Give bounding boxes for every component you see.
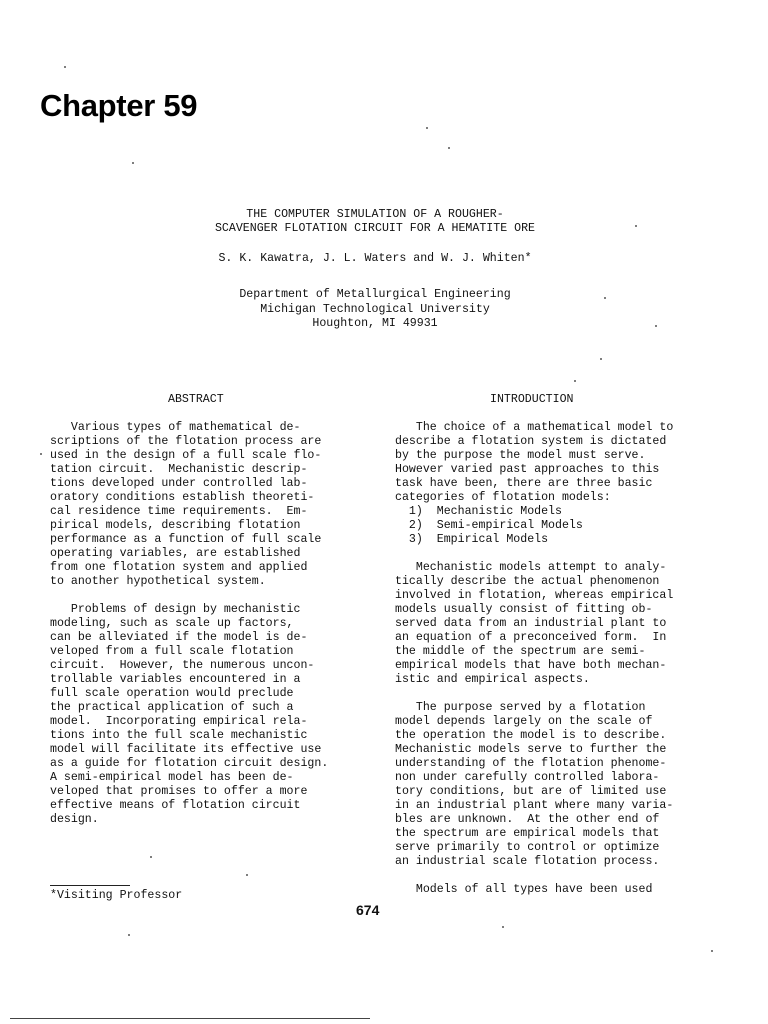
text-line: to another hypothetical system. <box>50 575 266 588</box>
text-line: serve primarily to control or optimize <box>395 841 660 854</box>
scan-speck <box>246 874 248 876</box>
text-line: Various types of mathematical de- <box>50 421 301 434</box>
introduction-heading: INTRODUCTION <box>490 393 574 406</box>
scan-speck <box>635 225 637 227</box>
text-line: categories of flotation models: <box>395 491 611 504</box>
abstract-paragraph <box>50 603 390 827</box>
text-line: involved in flotation, whereas empirical <box>395 589 674 602</box>
abstract-column <box>50 421 390 841</box>
text-line: scriptions of the flotation process are <box>50 435 322 448</box>
text-line: oratory conditions establish theoreti- <box>50 491 315 504</box>
text-line: Mechanistic models attempt to analy- <box>395 561 667 574</box>
author-line: S. K. Kawatra, J. L. Waters and W. J. Whiten* <box>218 252 532 265</box>
scan-speck <box>574 380 576 382</box>
title-line: THE COMPUTER SIMULATION OF A ROUGHER- <box>246 208 504 221</box>
text-line: the spectrum are empirical models that <box>395 827 660 840</box>
model-category-list <box>395 505 735 547</box>
text-line: modeling, such as scale up factors, <box>50 617 294 630</box>
text-line: the practical application of such a <box>50 701 294 714</box>
text-line: Mechanistic models serve to further the <box>395 743 667 756</box>
text-line: task have been, there are three basic <box>395 477 653 490</box>
text-line: The purpose served by a flotation <box>395 701 646 714</box>
text-line: by the purpose the model must serve. <box>395 449 646 462</box>
scan-speck <box>502 926 504 928</box>
intro-paragraph <box>395 421 735 505</box>
text-line: bles are unknown. At the other end of <box>395 813 660 826</box>
text-line: tions into the full scale mechanistic <box>50 729 308 742</box>
text-line: can be alleviated if the model is de- <box>50 631 308 644</box>
text-line: operating variables, are established <box>50 547 301 560</box>
intro-paragraph <box>395 701 735 869</box>
text-line: as a guide for flotation circuit design. <box>50 757 329 770</box>
scan-speck <box>150 856 152 858</box>
scan-speck <box>711 950 713 952</box>
scan-speck <box>655 325 657 327</box>
text-line: circuit. However, the numerous uncon- <box>50 659 315 672</box>
text-line: veloped from a full scale flotation <box>50 645 294 658</box>
scan-speck <box>128 934 130 936</box>
text-line: Models of all types have been used <box>395 883 653 896</box>
scan-speck <box>448 147 450 149</box>
text-line: pirical models, describing flotation <box>50 519 301 532</box>
scan-speck <box>40 453 42 455</box>
text-line: full scale operation would preclude <box>50 687 294 700</box>
text-line: tation circuit. Mechanistic descrip- <box>50 463 308 476</box>
list-item: 2) Semi-empirical Models <box>395 519 583 532</box>
affiliation <box>160 288 590 332</box>
scan-speck <box>600 358 602 360</box>
scan-speck <box>604 297 606 299</box>
text-line: describe a flotation system is dictated <box>395 435 667 448</box>
scan-speck <box>426 127 428 129</box>
text-line: model depends largely on the scale of <box>395 715 653 728</box>
scan-speck <box>132 162 134 164</box>
introduction-column <box>395 421 735 911</box>
footnote-divider <box>50 885 130 886</box>
text-line: an equation of a preconceived form. In <box>395 631 667 644</box>
text-line: served data from an industrial plant to <box>395 617 667 630</box>
affiliation-line: Department of Metallurgical Engineering <box>239 288 511 301</box>
text-line: model will facilitate its effective use <box>50 743 322 756</box>
text-line: in an industrial plant where many varia- <box>395 799 674 812</box>
paper-title <box>160 208 590 236</box>
text-line: an industrial scale flotation process. <box>395 855 660 868</box>
text-line: tory conditions, but are of limited use <box>395 785 667 798</box>
text-line: non under carefully controlled labora- <box>395 771 660 784</box>
text-line: tically describe the actual phenomenon <box>395 575 660 588</box>
affiliation-line: Michigan Technological University <box>260 302 490 316</box>
text-line: from one flotation system and applied <box>50 561 308 574</box>
text-line: The choice of a mathematical model to <box>395 421 674 434</box>
intro-paragraph <box>395 561 735 687</box>
text-line: Problems of design by mechanistic <box>50 603 301 616</box>
text-line: effective means of flotation circuit <box>50 799 301 812</box>
list-item: 1) Mechanistic Models <box>395 505 562 518</box>
text-line: model. Incorporating empirical rela- <box>50 715 308 728</box>
chapter-heading: Chapter 59 <box>40 88 198 123</box>
text-line: models usually consist of fitting ob- <box>395 603 653 616</box>
intro-paragraph <box>395 883 735 897</box>
text-line: tions developed under controlled lab- <box>50 477 308 490</box>
text-line: empirical models that have both mechan- <box>395 659 667 672</box>
footnote: *Visiting Professor <box>50 889 183 902</box>
bottom-rule <box>10 1018 370 1019</box>
abstract-heading: ABSTRACT <box>168 393 224 406</box>
text-line: trollable variables encountered in a <box>50 673 301 686</box>
text-line: A semi-empirical model has been de- <box>50 771 294 784</box>
text-line: design. <box>50 813 99 826</box>
page-number: 674 <box>356 902 380 918</box>
text-line: the operation the model is to describe. <box>395 729 667 742</box>
text-line: performance as a function of full scale <box>50 533 322 546</box>
text-line: istic and empirical aspects. <box>395 673 590 686</box>
text-line: However varied past approaches to this <box>395 463 660 476</box>
affiliation-line: Houghton, MI 49931 <box>312 317 438 330</box>
text-line: used in the design of a full scale flo- <box>50 449 322 462</box>
text-line: cal residence time requirements. Em- <box>50 505 308 518</box>
title-line: SCAVENGER FLOTATION CIRCUIT FOR A HEMATITE ORE <box>214 222 536 235</box>
text-line: the middle of the spectrum are semi- <box>395 645 646 658</box>
text-line: understanding of the flotation phenome- <box>395 757 667 770</box>
list-item: 3) Empirical Models <box>395 533 549 546</box>
text-line: veloped that promises to offer a more <box>50 785 308 798</box>
abstract-paragraph <box>50 421 390 589</box>
scan-speck <box>64 66 66 68</box>
